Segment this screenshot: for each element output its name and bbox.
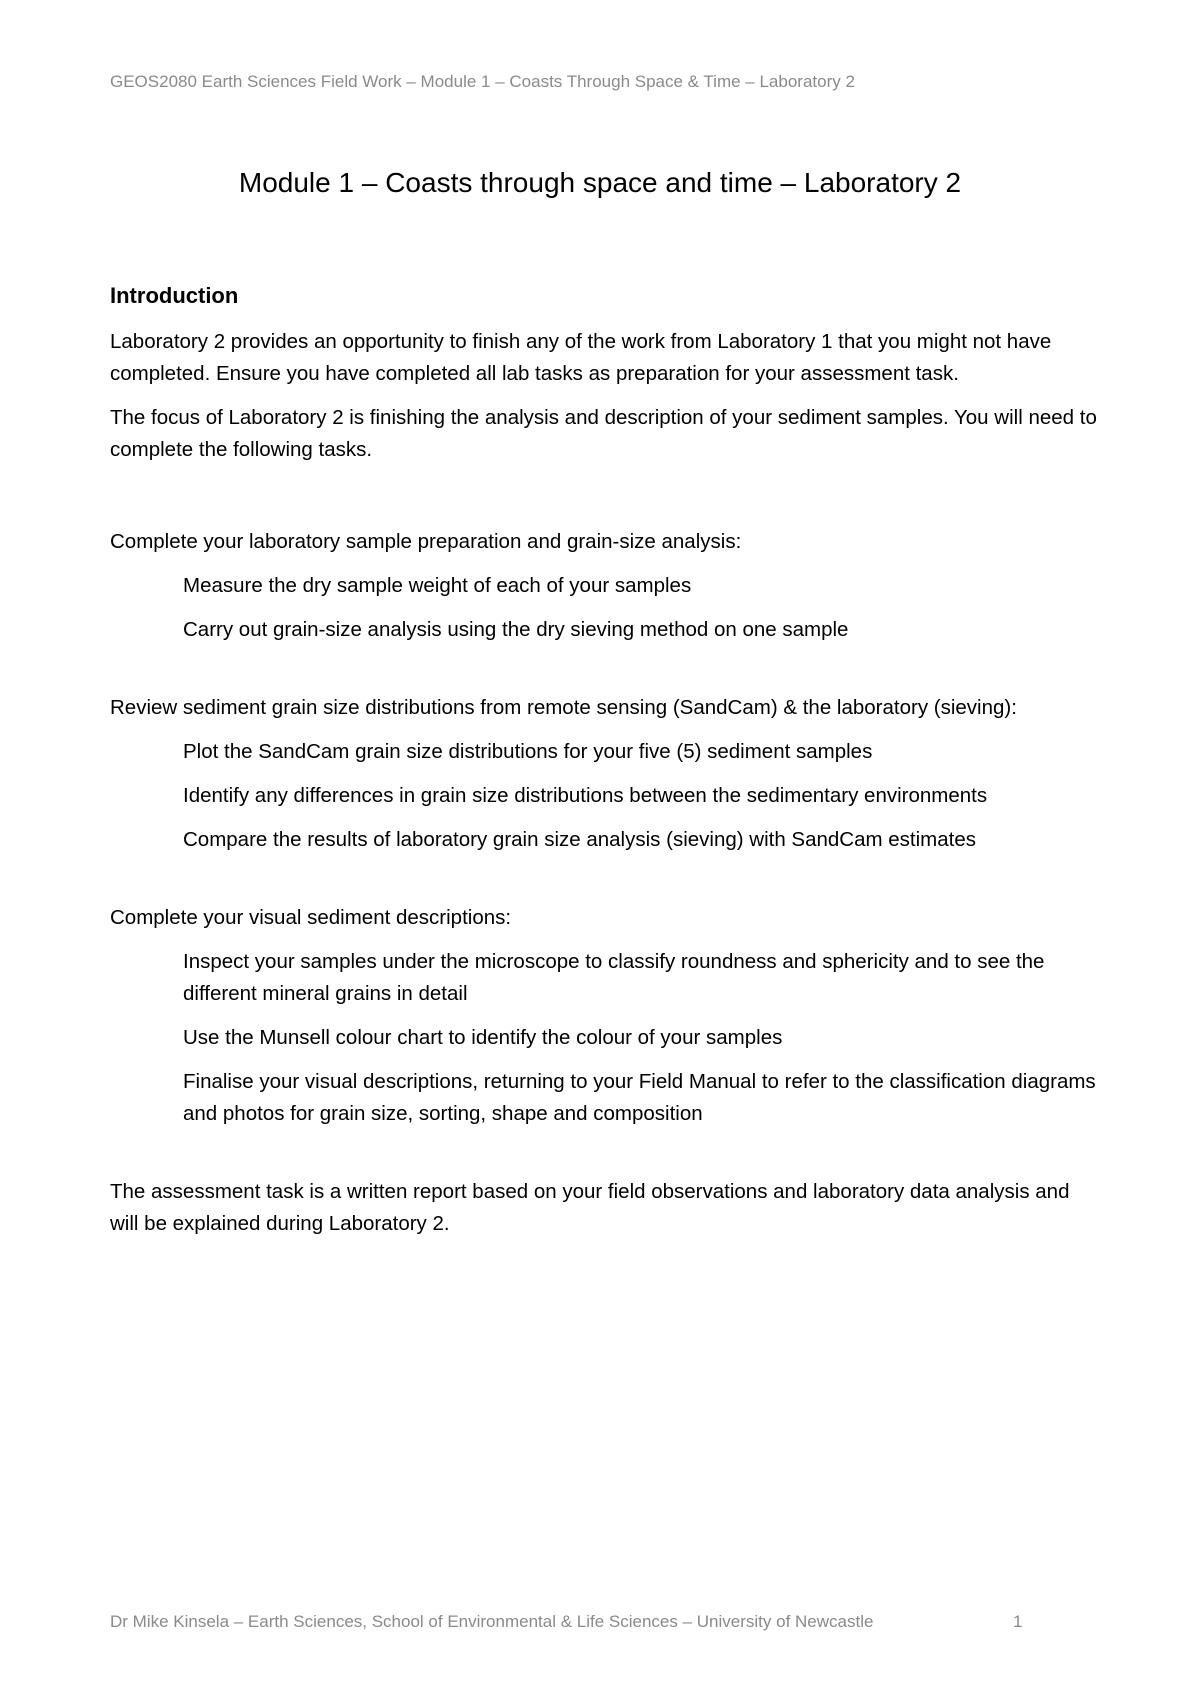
task-group-lead: Review sediment grain size distributions from remote sensing (SandCam) & the laboratory (sieving): <box>110 696 1017 719</box>
intro-paragraph: Laboratory 2 provides an opportunity to finish any of the work from Laboratory 1 that you might not have completed. Ensure you have completed all lab tasks as preparation for your assessment task. <box>110 330 1052 385</box>
task-group-lead: Complete your visual sediment descriptions: <box>110 906 512 929</box>
task-item: Plot the SandCam grain size distributions for your five (5) sediment samples <box>183 740 873 763</box>
task-item: Identify any differences in grain size distributions between the sedimentary environments <box>183 784 988 807</box>
section-heading-introduction: Introduction <box>110 283 239 308</box>
task-item: Finalise your visual descriptions, returning to your Field Manual to refer to the classification diagrams and photos for grain size, sorting, shape and composition <box>183 1070 1096 1125</box>
intro-paragraph: The focus of Laboratory 2 is finishing the analysis and description of your sediment samples. You will need to complete the following tasks. <box>110 406 1097 461</box>
page-number: 1 <box>1013 1612 1023 1631</box>
assessment-note: The assessment task is a written report based on your field observations and laboratory data analysis and will be explained during Laboratory 2. <box>110 1180 1070 1235</box>
task-item: Carry out grain-size analysis using the dry sieving method on one sample <box>183 618 849 641</box>
task-group-grain-size-review <box>110 692 1100 856</box>
task-list <box>110 736 1100 856</box>
task-list <box>110 570 1100 646</box>
task-item: Measure the dry sample weight of each of your samples <box>183 574 692 597</box>
task-item: Use the Munsell colour chart to identify the colour of your samples <box>183 1026 783 1049</box>
page-title: Module 1 – Coasts through space and time – Laboratory 2 <box>238 166 962 198</box>
task-list <box>110 946 1100 1130</box>
task-group-visual-descriptions <box>110 902 1100 1130</box>
task-group-sample-preparation <box>110 526 1100 646</box>
task-group-lead: Complete your laboratory sample preparation and grain-size analysis: <box>110 530 742 553</box>
running-header: GEOS2080 Earth Sciences Field Work – Module 1 – Coasts Through Space & Time – Laboratory 2 <box>110 72 855 91</box>
document-body <box>110 280 1100 1252</box>
task-item: Inspect your samples under the microscope to classify roundness and sphericity and to see the different mineral grains in detail <box>183 950 1045 1005</box>
task-item: Compare the results of laboratory grain size analysis (sieving) with SandCam estimates <box>183 828 977 851</box>
running-footer: Dr Mike Kinsela – Earth Sciences, School of Environmental & Life Sciences – University of Newcastle <box>110 1612 874 1631</box>
